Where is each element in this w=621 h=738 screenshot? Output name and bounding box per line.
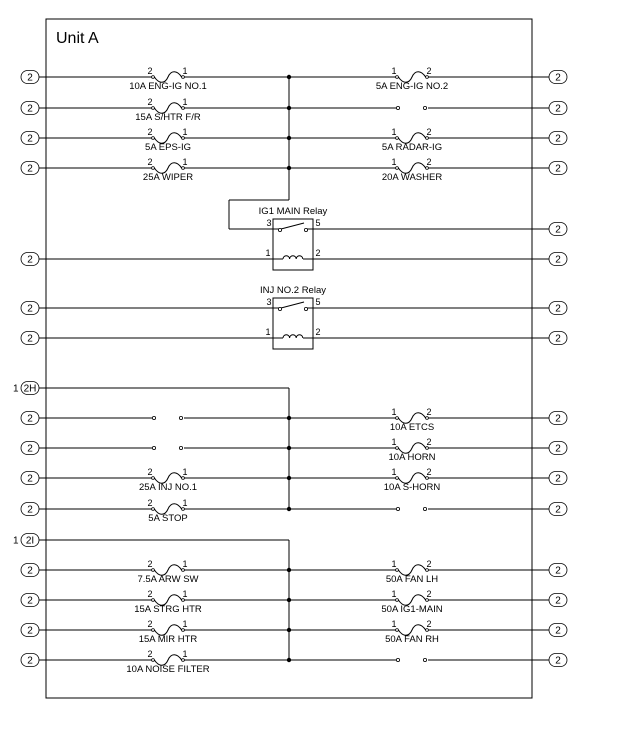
fuse-terminal bbox=[182, 629, 185, 632]
fuse-label: 7.5A ARW SW bbox=[137, 574, 199, 585]
fuse-terminal bbox=[396, 599, 399, 602]
fuse-terminal bbox=[152, 508, 155, 511]
fuse-pin: 1 bbox=[182, 559, 188, 569]
fuse-pin: 2 bbox=[147, 498, 153, 508]
fuse-pin: 1 bbox=[182, 589, 188, 599]
fuse-terminal bbox=[182, 599, 185, 602]
relay-name: INJ NO.2 Relay bbox=[260, 285, 326, 296]
relay-pin: 1 bbox=[265, 327, 271, 337]
fuse-terminal bbox=[396, 569, 399, 572]
fuse-label: 5A RADAR-IG bbox=[381, 142, 443, 153]
fuse-pin: 1 bbox=[182, 498, 188, 508]
fuse-pin: 2 bbox=[426, 559, 432, 569]
fuse-terminal bbox=[152, 167, 155, 170]
fuse-terminal bbox=[426, 629, 429, 632]
fuse-label: 15A S/HTR F/R bbox=[135, 112, 201, 123]
fuse-pin: 1 bbox=[182, 66, 188, 76]
connector-label: 2 bbox=[27, 565, 33, 577]
fuse-label: 50A FAN LH bbox=[385, 574, 439, 585]
open-terminal bbox=[304, 307, 307, 310]
connector-label: 2 bbox=[27, 595, 33, 607]
fuse-pin: 1 bbox=[182, 157, 188, 167]
fuse-pin: 2 bbox=[147, 649, 153, 659]
fuse-terminal bbox=[182, 569, 185, 572]
open-terminal bbox=[304, 228, 307, 231]
fuse-terminal bbox=[152, 107, 155, 110]
open-terminal bbox=[152, 446, 155, 449]
fuse-terminal bbox=[396, 629, 399, 632]
connector-label: 2 bbox=[27, 504, 33, 516]
connector-label: 2 bbox=[27, 133, 33, 145]
unit-title: Unit A bbox=[56, 30, 99, 47]
fuse-pin: 2 bbox=[147, 619, 153, 629]
fuse-terminal bbox=[396, 137, 399, 140]
fuse-pin: 2 bbox=[147, 467, 153, 477]
fuse-label: 15A STRG HTR bbox=[134, 604, 202, 615]
connector-label: 2 bbox=[27, 443, 33, 455]
fuse-terminal bbox=[182, 137, 185, 140]
connector-prefix: 1 bbox=[13, 383, 19, 395]
connector-label: 2 bbox=[555, 303, 561, 315]
connector-label: 2 bbox=[27, 254, 33, 266]
fuse-terminal bbox=[182, 167, 185, 170]
fuse-terminal bbox=[426, 447, 429, 450]
fuse-pin: 1 bbox=[391, 467, 397, 477]
fuse-terminal bbox=[182, 659, 185, 662]
fuse-pin: 1 bbox=[391, 127, 397, 137]
fuse-pin: 1 bbox=[391, 157, 397, 167]
fuse-pin: 1 bbox=[182, 619, 188, 629]
fuse-label: 5A ENG-IG NO.2 bbox=[375, 81, 449, 92]
open-terminal bbox=[179, 446, 182, 449]
connector-prefix: 1 bbox=[13, 535, 19, 547]
relay-pin: 5 bbox=[315, 218, 321, 228]
fuse-terminal bbox=[426, 569, 429, 572]
connector-label: 2H bbox=[23, 383, 37, 395]
open-terminal bbox=[396, 106, 399, 109]
fuse-terminal bbox=[396, 477, 399, 480]
connector-label: 2 bbox=[27, 163, 33, 175]
connector-label: 2 bbox=[555, 413, 561, 425]
fuse-terminal bbox=[426, 417, 429, 420]
fuse-label: 10A HORN bbox=[388, 452, 436, 463]
open-terminal bbox=[396, 658, 399, 661]
fuse-terminal bbox=[426, 477, 429, 480]
connector-label: 2 bbox=[555, 254, 561, 266]
fuse-label: 10A ETCS bbox=[389, 422, 435, 433]
fuse-pin: 1 bbox=[391, 559, 397, 569]
fuse-terminal bbox=[426, 76, 429, 79]
fuse-pin: 2 bbox=[426, 66, 432, 76]
fuse-pin: 2 bbox=[147, 157, 153, 167]
fuse-terminal bbox=[396, 417, 399, 420]
fuse-label: 5A STOP bbox=[148, 513, 188, 524]
fuse-terminal bbox=[152, 569, 155, 572]
fuse-pin: 1 bbox=[391, 619, 397, 629]
open-terminal bbox=[423, 658, 426, 661]
fuse-terminal bbox=[426, 599, 429, 602]
connector-label: 2 bbox=[27, 103, 33, 115]
connector-label: 2 bbox=[555, 103, 561, 115]
fuse-terminal bbox=[182, 477, 185, 480]
fuse-pin: 2 bbox=[426, 407, 432, 417]
connector-label: 2 bbox=[27, 303, 33, 315]
fuse-terminal bbox=[182, 107, 185, 110]
open-terminal bbox=[179, 416, 182, 419]
connector-label: 2 bbox=[555, 224, 561, 236]
connector-label: 2 bbox=[27, 625, 33, 637]
connector-label: 2 bbox=[555, 595, 561, 607]
fuse-pin: 2 bbox=[426, 467, 432, 477]
connector-label: 2 bbox=[555, 72, 561, 84]
connector-label: 2 bbox=[555, 133, 561, 145]
fuse-pin: 2 bbox=[426, 589, 432, 599]
fuse-label: 25A INJ NO.1 bbox=[138, 482, 198, 493]
fuse-pin: 2 bbox=[426, 127, 432, 137]
fuse-pin: 2 bbox=[426, 437, 432, 447]
open-terminal bbox=[396, 507, 399, 510]
relay-pin: 5 bbox=[315, 297, 321, 307]
fuse-label: 25A WIPER bbox=[142, 172, 194, 183]
connector-label: 2 bbox=[555, 333, 561, 345]
fuse-terminal bbox=[396, 447, 399, 450]
fuse-terminal bbox=[152, 629, 155, 632]
fuse-pin: 1 bbox=[391, 407, 397, 417]
fuse-pin: 1 bbox=[182, 467, 188, 477]
fuse-pin: 1 bbox=[182, 127, 188, 137]
connector-label: 2 bbox=[555, 443, 561, 455]
relay-box bbox=[273, 298, 313, 349]
fuse-pin: 2 bbox=[147, 589, 153, 599]
fuse-terminal bbox=[182, 76, 185, 79]
connector-label: 2 bbox=[27, 655, 33, 667]
fuse-terminal bbox=[426, 137, 429, 140]
connector-label: 2I bbox=[25, 535, 35, 547]
fuse-pin: 1 bbox=[391, 589, 397, 599]
connector-label: 2 bbox=[27, 72, 33, 84]
relay-pin: 2 bbox=[315, 248, 321, 258]
connector-label: 2 bbox=[27, 413, 33, 425]
connector-label: 2 bbox=[555, 473, 561, 485]
fuse-label: 10A NOISE FILTER bbox=[126, 664, 210, 675]
fuse-pin: 2 bbox=[426, 157, 432, 167]
connector-label: 2 bbox=[555, 504, 561, 516]
relay-pin: 3 bbox=[266, 297, 272, 307]
connector-label: 2 bbox=[555, 625, 561, 637]
fuse-pin: 2 bbox=[147, 66, 153, 76]
fuse-terminal bbox=[152, 599, 155, 602]
open-terminal bbox=[423, 507, 426, 510]
fuse-label: 5A EPS-IG bbox=[145, 142, 191, 153]
fuse-pin: 1 bbox=[391, 437, 397, 447]
fuse-pin: 1 bbox=[391, 66, 397, 76]
fuse-label: 20A WASHER bbox=[381, 172, 443, 183]
fuse-pin: 2 bbox=[147, 97, 153, 107]
fuse-terminal bbox=[152, 76, 155, 79]
fuse-terminal bbox=[152, 137, 155, 140]
open-terminal bbox=[152, 416, 155, 419]
fuse-label: 50A IG1-MAIN bbox=[381, 604, 443, 615]
fuse-terminal bbox=[152, 477, 155, 480]
relay-pin: 2 bbox=[315, 327, 321, 337]
connector-label: 2 bbox=[27, 333, 33, 345]
connector-label: 2 bbox=[555, 565, 561, 577]
relay-pin: 1 bbox=[265, 248, 271, 258]
connector-label: 2 bbox=[555, 655, 561, 667]
relay-pin: 3 bbox=[266, 218, 272, 228]
connector-label: 2 bbox=[27, 473, 33, 485]
fuse-pin: 1 bbox=[182, 97, 188, 107]
fuse-terminal bbox=[396, 76, 399, 79]
fuse-terminal bbox=[396, 167, 399, 170]
fuse-terminal bbox=[426, 167, 429, 170]
fuse-terminal bbox=[182, 508, 185, 511]
fuse-terminal bbox=[152, 659, 155, 662]
fuse-label: 10A ENG-IG NO.1 bbox=[129, 81, 207, 92]
relay-box bbox=[273, 219, 313, 270]
open-terminal bbox=[423, 106, 426, 109]
fuse-pin: 2 bbox=[147, 127, 153, 137]
fuse-pin: 2 bbox=[426, 619, 432, 629]
relay-name: IG1 MAIN Relay bbox=[258, 206, 328, 217]
fuse-label: 10A S-HORN bbox=[383, 482, 441, 493]
fuse-pin: 2 bbox=[147, 559, 153, 569]
fuse-pin: 1 bbox=[182, 649, 188, 659]
fuse-label: 15A MIR HTR bbox=[138, 634, 198, 645]
fuse-label: 50A FAN RH bbox=[385, 634, 439, 645]
connector-label: 2 bbox=[555, 163, 561, 175]
